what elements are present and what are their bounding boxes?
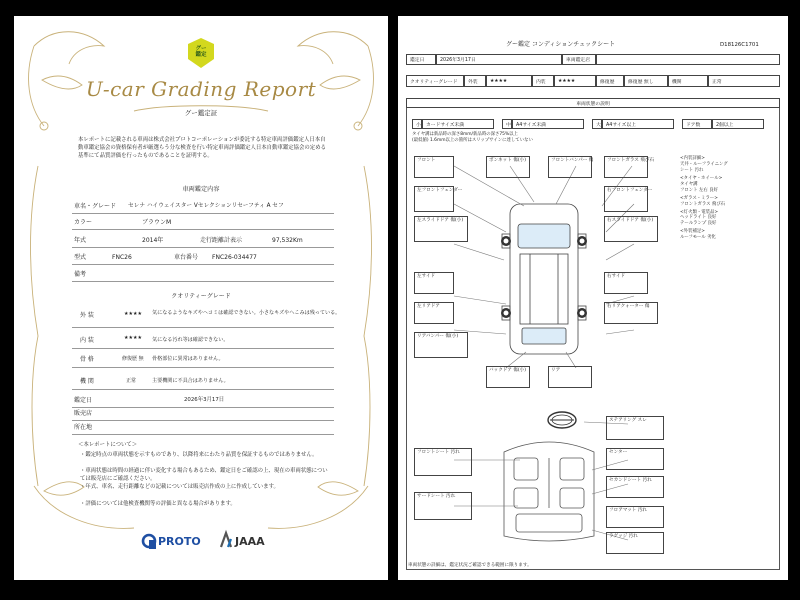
note-line: ・車両状態は時間の経過に伴い変化する場合もあるため、鑑定日をご確認の上、現在の車両状態については販売店にご確認ください。 <box>80 468 328 482</box>
divider <box>72 348 334 349</box>
divider <box>72 420 334 421</box>
quality-stars-engine: 正常 <box>126 378 137 384</box>
damage-label-right-fender: 右フロントフェンダー <box>604 186 648 212</box>
damage-label-left-fender: 左フロントフェンダー <box>414 186 454 212</box>
side-notes-list <box>680 156 772 284</box>
badge-text: グー 鑑定 <box>195 46 207 58</box>
dealer-label: 車両鑑定店 <box>562 54 596 65</box>
damage-label-rear: リア <box>548 366 592 388</box>
report-title: U-car Grading Report <box>85 77 317 101</box>
quality-text-exterior: 気になるようなキズやヘコミは確認できない。小さなキズやへこみは残っている。 <box>152 310 341 316</box>
model-label: 型式 <box>74 254 87 261</box>
side-note: <灯火類・電装品> <box>680 209 719 215</box>
quality-label-frame: 骨 格 <box>80 356 94 363</box>
divider <box>72 247 334 248</box>
legend-count-value: 2個以上 <box>712 119 764 129</box>
dealer-value <box>596 54 780 65</box>
legend-small: 小 <box>412 119 422 129</box>
engine-value: 正常 <box>708 75 780 87</box>
damage-label-back-door: バックドア 傷(小) <box>486 366 530 388</box>
color-label: カラー <box>74 219 93 226</box>
quality-stars-frame: 修復歴 無 <box>122 356 144 362</box>
proto-logo-icon <box>141 533 157 549</box>
year-value: 2014年 <box>142 237 164 244</box>
jaaa-logo-icon <box>219 531 233 549</box>
side-note: <タイヤ・ホイール> <box>680 175 723 181</box>
quality-text-engine: 主要機関に不具合はありません。 <box>152 378 229 384</box>
location-label: 所在地 <box>74 424 93 431</box>
date-value: 2026年3月17日 <box>436 54 562 65</box>
quality-stars-exterior: ★★★★ <box>124 311 142 317</box>
side-note: タイヤ溝 <box>680 181 698 187</box>
legend-a4-size: A4サイズ未満 <box>512 119 584 129</box>
name-value: セレナ ハイウェイスター Vセレクションリセーフティ A セフ <box>128 203 284 209</box>
divider <box>72 213 334 214</box>
store-label: 販売店 <box>74 410 93 417</box>
interior-label-floor-mat: フロアマット 汚れ <box>606 506 664 528</box>
side-note: シート 汚れ <box>680 167 704 173</box>
quality-label-interior: 内 装 <box>80 337 94 344</box>
side-note: フロント 左右 良好 <box>680 187 718 193</box>
report-subtitle: グー鑑定証 <box>184 109 218 117</box>
proto-logo-text: PROTO <box>158 535 201 548</box>
appraisal-date-label: 鑑定日 <box>74 397 93 404</box>
model-value: FNC26 <box>112 254 132 261</box>
interior-label-luggage: ラゲッジ 汚れ <box>606 532 664 554</box>
divider <box>72 367 334 368</box>
jaaa-logo-text: JAAA <box>235 535 265 548</box>
note-line: ・評価については他検査機関等の評価と異なる場合があります。 <box>80 501 236 507</box>
damage-label-right-rear-quarter: 右リアクォーター 傷 <box>604 302 658 324</box>
remark-label: 備考 <box>74 271 87 278</box>
quality-stars-interior: ★★★★ <box>124 335 142 341</box>
tire-note: タイヤ溝は新品時の深さ8mm/新品時の深さ75%以上 (最低値) 1.6mm以上の箇所はスリップサインに達していない <box>412 132 533 143</box>
grade-label: クオリティーグレード <box>406 75 464 87</box>
description-title: 車両状態の説明 <box>406 98 780 108</box>
sheet-title: グー鑑定 コンディションチェックシート <box>506 41 616 48</box>
divider <box>72 434 334 435</box>
quality-text-interior: 気になる汚れ等は確認できない。 <box>152 337 229 343</box>
interior-label-third-seat: サードシート 汚れ <box>414 492 472 520</box>
interior-label-front-seat: フロントシート 汚れ <box>414 448 472 476</box>
appraisal-date-value: 2026年3月17日 <box>184 397 225 403</box>
quality-label-exterior: 外 装 <box>80 312 94 319</box>
divider <box>72 281 334 282</box>
damage-label-left-slide-door: 左スライドドア 傷(小) <box>414 216 468 242</box>
odometer-label: 走行距離計表示 <box>200 237 243 244</box>
legend-card-size: カードサイズ未満 <box>422 119 494 129</box>
note-line: ・年式、車名、走行距離などの記載については販売店作成の上に作成しています。 <box>80 484 279 490</box>
color-value: ブラウンM <box>142 219 172 226</box>
year-label: 年式 <box>74 237 87 244</box>
divider <box>72 407 334 408</box>
damage-label-rear-bumper: リアバンパー 傷(小) <box>414 332 468 358</box>
note-line: ・鑑定時点の車両状態を示すものであり、以降将来にわたり品質を保証するものではありません。 <box>80 452 318 458</box>
interior-label-steering: ステアリング スレ <box>606 416 664 440</box>
repair-label: 修復歴 <box>596 75 624 87</box>
notes-title: ＜本レポートについて＞ <box>78 442 138 448</box>
divider <box>72 327 334 328</box>
side-note: テールランプ 良好 <box>680 221 717 227</box>
side-note: <外装補足> <box>680 229 705 235</box>
damage-label-left-side: 左サイド <box>414 272 454 294</box>
divider <box>72 389 334 390</box>
interior-label: 内装 <box>532 75 554 87</box>
name-label: 車名・グレード <box>74 203 117 210</box>
exterior-label: 外装 <box>464 75 486 87</box>
vin-label: 車台番号 <box>174 254 199 261</box>
section-title: 車両鑑定内容 <box>182 186 220 193</box>
damage-label-right-side: 右サイド <box>604 272 648 294</box>
legend-large: 大 <box>592 119 602 129</box>
damage-label-windshield: フロントガラス 飛び石 <box>604 156 648 178</box>
engine-label: 機関 <box>668 75 708 87</box>
condition-check-sheet <box>398 16 788 580</box>
damage-label-front-bumper: フロントバンパー 傷 <box>548 156 592 178</box>
quality-text-frame: 骨格部位に異常はありません。 <box>152 356 224 362</box>
odometer-value: 97,532Km <box>272 237 303 244</box>
legend-a4-plus: A4サイズ以上 <box>602 119 674 129</box>
legend-count-label: ドア数 <box>682 119 712 129</box>
divider <box>72 229 334 230</box>
interior-label-second-seat: セカンドシート 汚れ <box>606 476 664 498</box>
sheet-id: D18126C1701 <box>720 42 759 48</box>
damage-label-front: フロント <box>414 156 454 178</box>
side-note: フロントガラス 飛び石 <box>680 201 726 207</box>
quality-label-engine: 機 関 <box>80 378 94 385</box>
damage-label-right-slide-door: 右スライドドア 傷(小) <box>604 216 658 242</box>
side-note: ルーフモール 劣化 <box>680 235 716 241</box>
grading-report-page <box>14 16 388 580</box>
intro-text: 本レポートに記載される車両は株式会社プロトコーポレーションが委託する特定車両評価鑑定人日本自動車鑑定協会の資格保有者が厳選らう分な検査を行い特定車両評価鑑定人日本自動車鑑定協会の定める基準にて品質評価を行ったものであることを証明する。 <box>78 137 326 159</box>
date-label: 鑑定日 <box>406 54 436 65</box>
legend-medium: 中 <box>502 119 512 129</box>
exterior-value: ★★★★ <box>486 75 532 87</box>
sheet-footer: 車両状態の詳細は、鑑定状況ご確認できる範囲に限ります。 <box>408 563 532 568</box>
side-note: ヘッドライト 良好 <box>680 215 717 221</box>
vin-value: FNC26-034477 <box>212 254 257 261</box>
side-note: <内装詳細> <box>680 156 705 161</box>
quality-title: クオリティーグレード <box>171 293 231 300</box>
divider <box>72 264 334 265</box>
interior-value: ★★★★ <box>554 75 596 87</box>
interior-label-center: センター <box>606 448 664 470</box>
damage-label-left-rear-door: 左リアドア <box>414 302 454 324</box>
repair-value: 修復歴 無し <box>624 75 668 87</box>
side-note: 天井・ルーフライニング <box>680 161 728 167</box>
side-note: <ガラス・ミラー> <box>680 195 718 201</box>
damage-label-hood: ボンネット 傷(小) <box>486 156 530 178</box>
